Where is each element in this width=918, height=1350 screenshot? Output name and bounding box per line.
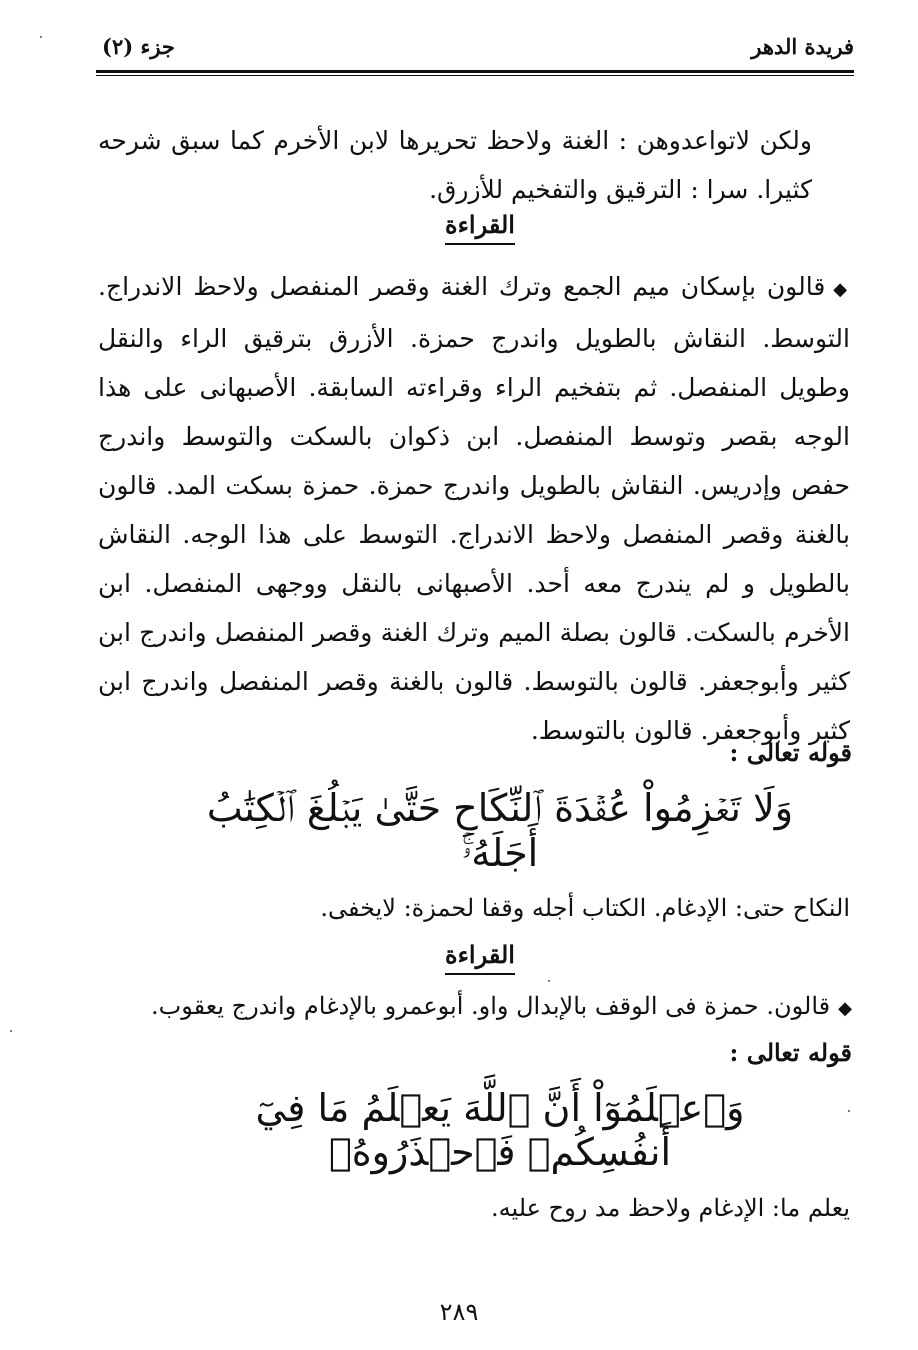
page-number: ٢٨٩ (439, 1298, 479, 1326)
verse-label: قوله تعالى : (729, 738, 852, 767)
diamond-bullet-icon: ◆ (838, 998, 852, 1019)
section-heading-text: القراءة (445, 210, 515, 245)
quran-verse: وَلَا تَعۡزِمُواْ عُقۡدَةَ ٱلنِّكَاحِ حَتَّىٰ يَبۡلُغَ ٱلۡكِتَٰبُ أَجَلَهُۥۚ (206, 786, 794, 875)
scan-speck (40, 36, 42, 38)
part-label: جزء (٢) (102, 34, 175, 59)
scan-speck (10, 1030, 12, 1032)
verse-note: النكاح حتى: الإدغام. الكتاب أجله وقفا لحمزة: لايخفى. (320, 894, 850, 922)
diamond-bullet-icon: ◆ (833, 279, 851, 300)
scan-speck (848, 1110, 850, 1112)
section-heading-reading (380, 210, 580, 245)
section-heading-reading-2 (380, 940, 580, 975)
reading-paragraph (98, 262, 850, 755)
scan-speck (548, 980, 550, 982)
quran-verse-2: وَٱعۡلَمُوٓاْ أَنَّ ٱللَّهَ يَعۡلَمُ مَا فِيٓ أَنفُسِكُمۡ فَٱحۡذَرُوهُۚ (255, 1086, 745, 1174)
intro-paragraph: ولكن لاتواعدوهن : الغنة ولاحظ تحريرها لابن الأخرم كما سبق شرحه كثيرا. سرا : الترقيق والتفخيم للأزرق. (98, 126, 812, 204)
verse-note-2: يعلم ما: الإدغام ولاحظ مد روح عليه. (491, 1194, 850, 1222)
running-header (96, 30, 854, 70)
book-title: فريدة الدهر (751, 34, 854, 59)
verse-label-2: قوله تعالى : (729, 1038, 852, 1067)
reading-text: قالون بإسكان ميم الجمع وترك الغنة وقصر المنفصل ولاحظ الاندراج. التوسط. النقاش بالطويل واندرج حمزة. الأزرق بترقيق الراء والنقل وطويل المنفصل. ثم بتفخيم الراء وقراءته السابقة. الأصبهانى على هذا الوجه بقصر وتوسط المنفصل. ابن ذكوان بالسكت والتوسط واندرج حفص وإدريس. النقاش بالطويل واندرج حمزة. حمزة بسكت المد. قالون بالغنة وقصر المنفصل ولاحظ الاندراج. التوسط على هذا الوجه. النقاش بالطويل و لم يندرج معه أحد. الأصبهانى بالنقل ووجهى المنفصل. ابن الأخرم بالسكت. قالون بصلة الميم وترك الغنة وقصر المنفصل واندرج ابن كثير وأبوجعفر. قالون بالتوسط. قالون بالغنة وقصر المنفصل واندرج ابن كثير وأبوجعفر. قالون بالتوسط. (98, 272, 850, 745)
section-heading-text: القراءة (445, 940, 515, 975)
header-rule-thin (96, 75, 854, 76)
reading-text: قالون. حمزة فى الوقف بالإبدال واو. أبوعمرو بالإدغام واندرج يعقوب. (151, 992, 831, 1020)
header-rule (96, 70, 854, 73)
reading-paragraph-2 (151, 992, 852, 1020)
